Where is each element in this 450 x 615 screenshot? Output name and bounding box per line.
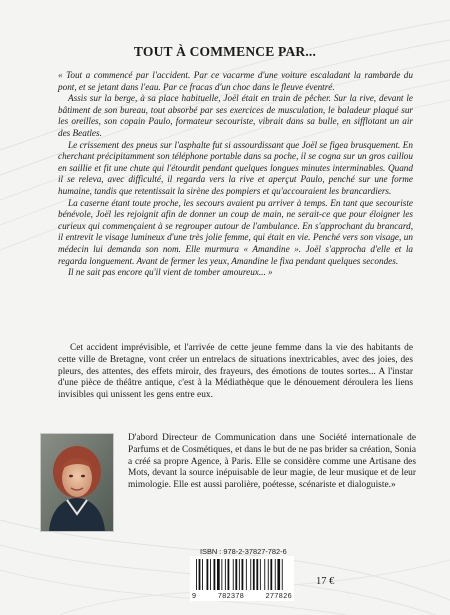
barcode-bar	[221, 559, 222, 590]
barcode-bar	[270, 559, 272, 590]
barcode-digits	[190, 590, 294, 601]
barcode-bar	[277, 559, 280, 590]
excerpt-paragraph: « Tout a commencé par l'accident. Par ce vacarme d'une voiture escaladant la rambarde du pont, et se jetant dans l'eau. Par ce fracas d'un choc dans le fleuve éventré.	[58, 70, 413, 92]
excerpt-paragraph: Assis sur la berge, à sa place habituelle, Joël était en train de pêcher. Sur la rive, devant le bâtiment de son bureau, tout absorbé par ses exercices de musculation, le baladeur plaqué sur les oreilles, son copain Paulo, formateur secouriste, vibrait dans sa bulle, en sifflotant un air des Beatles.	[58, 93, 413, 138]
barcode-bar	[264, 559, 265, 590]
barcode-bar	[268, 559, 269, 590]
barcode-bar	[196, 559, 197, 590]
barcode-bar	[199, 559, 201, 590]
section-heading: TOUT À COMMENCE PAR...	[133, 44, 317, 59]
bio-paragraph: D'abord Directeur de Communication dans une Société internationale de Parfums et de Cosmétiques, et dans le but de ne pas brider sa création, Sonia a créé sa propre Agence, à Paris. Elle se considère comme une Artisane des Mots, devant la source inépuisable de leur magie, de leur musique et de leur mimologie. Elle est aussi parolière, poétesse, scénariste et dialoguiste.»	[128, 433, 416, 491]
barcode-group-1: 782378	[217, 591, 245, 600]
excerpt-paragraph: Il ne sait pas encore qu'il vient de tomber amoureux... »	[68, 267, 273, 278]
barcode-bar	[242, 559, 244, 590]
author-photo	[40, 433, 114, 532]
barcode-bar	[207, 559, 209, 590]
barcode-bar	[225, 559, 226, 590]
barcode-bar	[210, 559, 211, 590]
barcode-lead-digit: 9	[192, 591, 197, 600]
barcode-bar	[235, 559, 237, 590]
barcode-bar	[282, 559, 283, 590]
author-bio	[128, 433, 416, 492]
barcode-bar	[217, 559, 220, 590]
barcode-bar	[256, 559, 258, 590]
summary-paragraph: Cet accident imprévisible, et l'arrivée de cette jeune femme dans la vie des habitants de cette ville de Bretagne, vont créer un entrelacs de situations inextricables, avec des joies, des pleurs, des attentes, des effets miroir, des frayeurs, des émotions de toutes sortes... A l'instar d'une pièce de théâtre antique, c'est à la Médiathèque que le dénouement déroulera les liens invisibles qui unissent les gens entre eux.	[58, 343, 413, 401]
barcode-bar	[253, 559, 255, 590]
barcode-bar	[214, 559, 216, 590]
barcode-bar	[275, 559, 276, 590]
barcode-bar	[260, 559, 261, 590]
barcode-bar	[250, 559, 251, 590]
author-portrait-image	[41, 434, 113, 531]
barcode-bar	[239, 559, 240, 590]
barcode-bar	[233, 559, 234, 590]
book-summary	[58, 343, 413, 402]
price-label: 17 €	[316, 576, 335, 587]
excerpt-paragraph: La caserne étant toute proche, les secours avaient pu arriver à temps. En tant que secouriste bénévole, Joël les rejoignit afin de donner un coup de main, ne serait-ce que pour éloigner les curieux qui commençaient à se regrouper autour de l'ambulance. En s'approchant du brancard, il entrevit le visage lumineux d'une très jolie femme, qui était en vie. Penché vers son visage, un médecin lui demanda son nom. Elle murmura « Amandine ». Joël s'approcha d'elle et la regarda longuement. Avant de fermer les yeux, Amandine le fixa pendant quelques secondes.	[58, 197, 413, 266]
barcode-bar	[202, 559, 203, 590]
barcode-group-2: 277826	[265, 591, 292, 600]
isbn-label: ISBN : 978-2-37827-782-6	[200, 547, 287, 556]
excerpt-paragraph: Le crissement des pneus sur l'asphalte fut si assourdissant que Joël se figea brusquement. En cherchant précipitamment son téléphone portable dans sa poche, il se cogna sur un gros caillou en saillie et fit une chute qui l'étourdit pendant quelques longues minutes interminables. Quand il se releva, avec difficulté, il regarda vers la rive et aperçut Paulo, penché sur une forme humaine, tandis que retentissait la sirène des pompiers et qu'accouraient les brancardiers.	[58, 139, 413, 196]
book-excerpt	[58, 70, 413, 279]
barcode-bar	[228, 559, 230, 590]
barcode-bar	[246, 559, 247, 590]
